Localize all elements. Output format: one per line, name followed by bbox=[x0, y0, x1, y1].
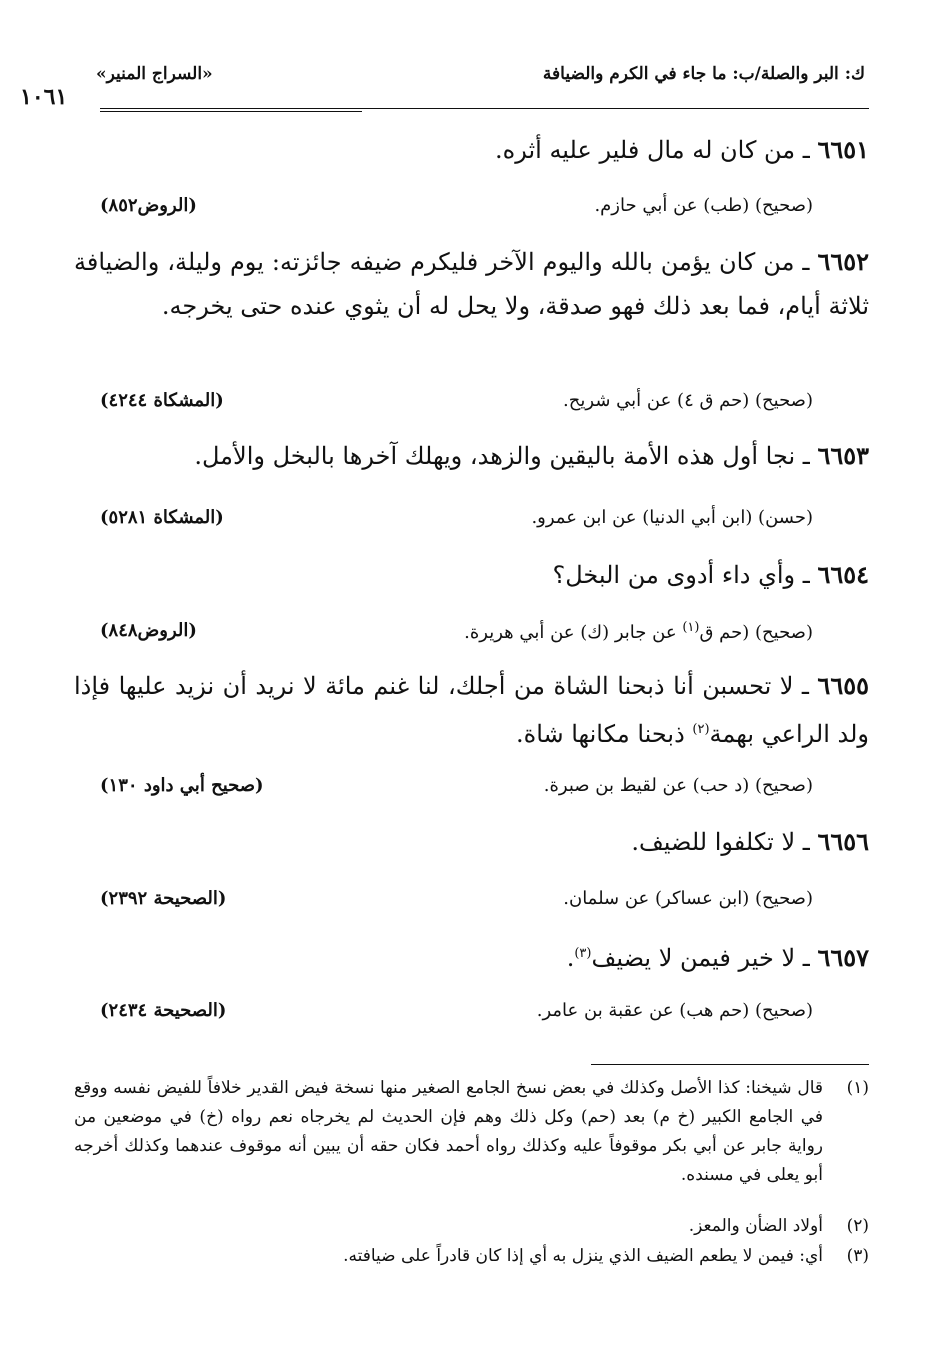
hadith-entry: ٦٦٥٤ ـ وأي داء أدوى من البخل؟ bbox=[552, 560, 869, 589]
hadith-number: ٦٦٥٥ bbox=[817, 671, 869, 700]
hadith-text: نجا أول هذه الأمة باليقين والزهد، ويهلك آخرها بالبخل والأمل. bbox=[194, 442, 796, 470]
footnote bbox=[74, 1212, 869, 1241]
hadith-grade: (صحيح) (ابن عساكر) عن سلمان. bbox=[563, 888, 813, 909]
hadith-text: من كان له مال فلير عليه أثره. bbox=[495, 136, 796, 164]
hadith-number: ٦٦٥٢ bbox=[817, 247, 870, 276]
hadith-grade: (صحيح) (حم هب) عن عقبة بن عامر. bbox=[536, 1000, 813, 1021]
footnote-text: أولاد الضأن والمعز. bbox=[688, 1216, 823, 1236]
footnote-separator bbox=[591, 1064, 869, 1065]
hadith-text: لا خير فيمن لا يضيف bbox=[591, 944, 796, 972]
hadith-reference: (الروض٨٤٨) bbox=[100, 620, 197, 641]
footnote-marker: (٢) bbox=[692, 722, 710, 737]
hadith-number: ٦٦٥٣ bbox=[817, 441, 869, 470]
hadith-text: من كان يؤمن بالله واليوم الآخر فليكرم ضيفه جائزته: يوم وليلة، والضيافة ثلاثة أيام، فما بعد ذلك فهو صدقة، ولا يحل له أن يثوي عنده حتى يخرجه. bbox=[74, 248, 869, 320]
hadith-grade: (صحيح) (طب) عن أبي حازم. bbox=[594, 195, 813, 216]
footnote-marker: (٣) bbox=[574, 946, 592, 961]
hadith-text: لا تكلفوا للضيف. bbox=[631, 828, 796, 856]
hadith-entry: ٦٦٥١ ـ من كان له مال فلير عليه أثره. bbox=[495, 135, 869, 164]
footnote-number: (٢) bbox=[846, 1216, 869, 1236]
hadith-entry: ٦٦٥٦ ـ لا تكلفوا للضيف. bbox=[631, 827, 869, 856]
running-header-book-title: «السراج المنير» bbox=[96, 64, 213, 84]
hadith-number: ٦٦٥١ bbox=[817, 135, 869, 164]
grade-text: عن جابر (ك) عن أبي هريرة. bbox=[464, 622, 683, 643]
footnote-number: (٣) bbox=[846, 1246, 869, 1266]
hadith-grade: (صحيح) (د حب) عن لقيط بن صبرة. bbox=[543, 775, 813, 796]
hadith-text: لا تحسبن أنا ذبحنا الشاة من أجلك، لنا غنم مائة لا نريد أن نزيد عليها فإذا ولد الراعي بهمة bbox=[74, 672, 869, 748]
footnote-number: (١) bbox=[846, 1078, 869, 1098]
footnote-marker: (١) bbox=[682, 620, 700, 635]
header-rule-double bbox=[100, 111, 362, 112]
hadith-text: وأي داء أدوى من البخل؟ bbox=[552, 561, 796, 589]
hadith-entry: ٦٦٥٣ ـ نجا أول هذه الأمة باليقين والزهد، ويهلك آخرها بالبخل والأمل. bbox=[194, 441, 869, 470]
hadith-number: ٦٦٥٦ bbox=[817, 827, 869, 856]
hadith-entry: ٦٦٥٧ ـ لا خير فيمن لا يضيف$^{(٣)}$. bbox=[566, 943, 869, 972]
hadith-grade: (حسن) (ابن أبي الدنيا) عن ابن عمرو. bbox=[531, 507, 813, 528]
hadith-reference: (الصحيحة ٢٣٩٢) bbox=[100, 888, 227, 909]
footnote bbox=[74, 1242, 869, 1271]
hadith-reference: (صحيح أبي داود ١٣٠) bbox=[100, 775, 264, 796]
hadith-entry: ٦٦٥٥ ـ لا تحسبن أنا ذبحنا الشاة من أجلك، لنا غنم مائة لا نريد أن نزيد عليها فإذا ولد الراعي بهمة$^{(٢)}$ ذبحنا مكانها شاة. bbox=[74, 671, 869, 748]
hadith-grade: (صحيح) (حم ق ٤) عن أبي شريح. bbox=[563, 390, 813, 411]
hadith-grade bbox=[464, 620, 813, 643]
hadith-reference: (الروض٨٥٢) bbox=[100, 195, 197, 216]
header-rule bbox=[100, 108, 869, 109]
grade-text: (صحيح) (حم ق bbox=[699, 622, 813, 643]
hadith-reference: (المشكاة ٤٢٤٤) bbox=[100, 390, 224, 411]
footnote-text: قال شيخنا: كذا الأصل وكذلك في بعض نسخ الجامع الصغير منها نسخة فيض القدير خلافاً للفيض نفسه ووقع في الجامع الكبير (خ م) بعد (حم) وكل ذلك وهم فإن الحديث لم يخرجاه نعم رواه (خ) في موضعين من رواية جابر عن أبي بكر موقوفاً عليه وكذلك رواه أحمد فكان حقه أن يبين أنه موقوف عندهما وكذلك أخرجه أبو يعلى في مسنده. bbox=[74, 1078, 823, 1185]
footnote bbox=[74, 1074, 869, 1190]
footnote-text: أي: فيمن لا يطعم الضيف الذي ينزل به أي إذا كان قادراً على ضيافته. bbox=[343, 1246, 823, 1266]
hadith-text: ذبحنا مكانها شاة. bbox=[515, 720, 693, 748]
hadith-reference: (الصحيحة ٢٤٣٤) bbox=[100, 1000, 227, 1021]
hadith-text: . bbox=[566, 944, 575, 972]
hadith-entry: ٦٦٥٢ ـ من كان يؤمن بالله واليوم الآخر فليكرم ضيفه جائزته: يوم وليلة، والضيافة ثلاثة أيام، فما بعد ذلك فهو صدقة، ولا يحل له أن يثوي عنده حتى يخرجه. bbox=[74, 247, 870, 320]
page-number: ١٠٦١ bbox=[20, 84, 68, 110]
running-header-chapter: ك: البر والصلة/ب: ما جاء في الكرم والضيافة bbox=[542, 64, 865, 84]
hadith-number: ٦٦٥٤ bbox=[817, 560, 869, 589]
hadith-reference: (المشكاة ٥٢٨١) bbox=[100, 507, 224, 528]
hadith-number: ٦٦٥٧ bbox=[817, 943, 869, 972]
